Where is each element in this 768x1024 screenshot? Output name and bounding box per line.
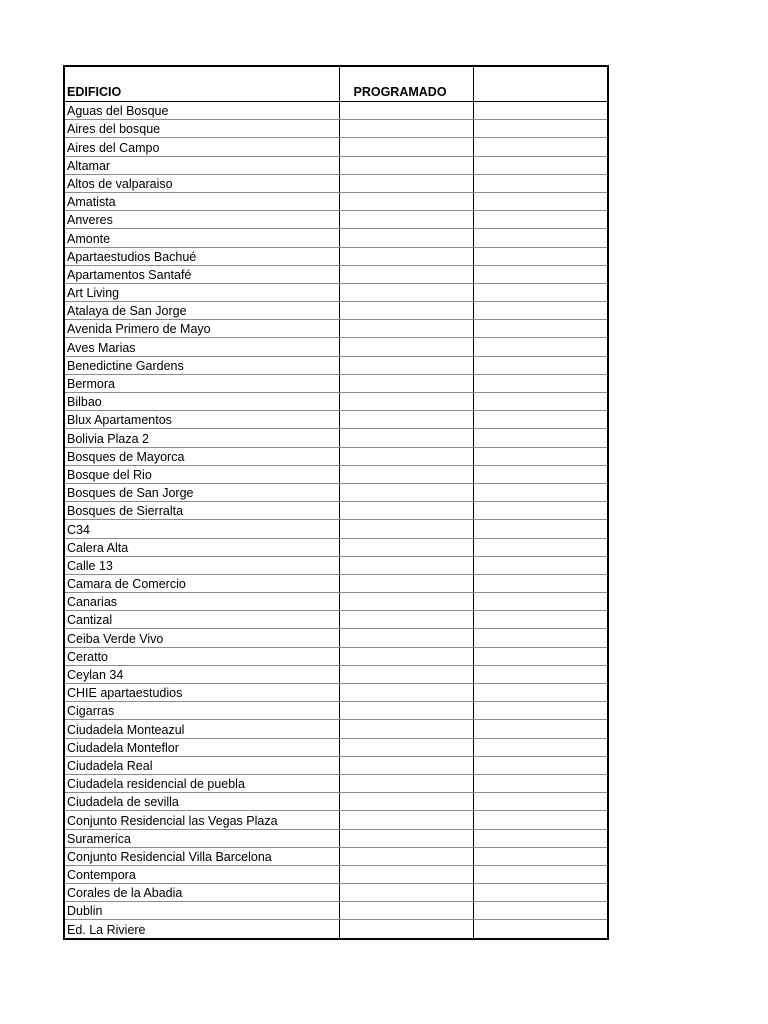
- building-name-cell[interactable]: Corales de la Abadia: [64, 884, 339, 902]
- table-row: [64, 156, 608, 174]
- table-row: [64, 574, 608, 592]
- extra-cell[interactable]: [473, 465, 608, 483]
- table-row: [64, 229, 608, 247]
- building-name-cell[interactable]: Apartamentos Santafé: [64, 265, 339, 283]
- extra-cell[interactable]: [473, 538, 608, 556]
- extra-cell[interactable]: [473, 829, 608, 847]
- table-body: [64, 102, 608, 939]
- building-name-cell[interactable]: Cantizal: [64, 611, 339, 629]
- building-name-cell[interactable]: Aves Marias: [64, 338, 339, 356]
- programado-cell[interactable]: [339, 502, 473, 520]
- programado-cell[interactable]: [339, 429, 473, 447]
- table-row: [64, 174, 608, 192]
- programado-cell[interactable]: [339, 865, 473, 883]
- building-name-cell[interactable]: Anveres: [64, 211, 339, 229]
- table-row: [64, 629, 608, 647]
- programado-cell[interactable]: [339, 211, 473, 229]
- extra-cell[interactable]: [473, 520, 608, 538]
- building-name-cell[interactable]: C34: [64, 520, 339, 538]
- programado-cell[interactable]: [339, 393, 473, 411]
- extra-cell[interactable]: [473, 920, 608, 939]
- extra-cell[interactable]: [473, 647, 608, 665]
- building-name-cell[interactable]: Amonte: [64, 229, 339, 247]
- extra-cell[interactable]: [473, 320, 608, 338]
- building-name-cell[interactable]: Blux Apartamentos: [64, 411, 339, 429]
- programado-cell[interactable]: [339, 793, 473, 811]
- programado-cell[interactable]: [339, 574, 473, 592]
- building-name-cell[interactable]: Camara de Comercio: [64, 574, 339, 592]
- programado-cell[interactable]: [339, 756, 473, 774]
- programado-cell[interactable]: [339, 411, 473, 429]
- programado-cell[interactable]: [339, 192, 473, 210]
- table-row: [64, 411, 608, 429]
- building-name-cell[interactable]: Ciudadela Monteflor: [64, 738, 339, 756]
- extra-cell[interactable]: [473, 156, 608, 174]
- table-row: [64, 393, 608, 411]
- building-name-cell[interactable]: Amatista: [64, 192, 339, 210]
- programado-cell[interactable]: [339, 884, 473, 902]
- programado-cell[interactable]: [339, 702, 473, 720]
- programado-cell[interactable]: [339, 356, 473, 374]
- table-row: [64, 320, 608, 338]
- building-name-cell[interactable]: Ceylan 34: [64, 665, 339, 683]
- extra-cell[interactable]: [473, 302, 608, 320]
- table-row: [64, 647, 608, 665]
- programado-cell[interactable]: [339, 102, 473, 120]
- building-name-cell[interactable]: Suramerica: [64, 829, 339, 847]
- table-row: [64, 192, 608, 210]
- header-empty: [473, 66, 608, 102]
- table-row: [64, 338, 608, 356]
- building-name-cell[interactable]: Canarias: [64, 593, 339, 611]
- building-name-cell[interactable]: Conjunto Residencial las Vegas Plaza: [64, 811, 339, 829]
- extra-cell[interactable]: [473, 211, 608, 229]
- building-name-cell[interactable]: Ed. La Riviere: [64, 920, 339, 939]
- programado-cell[interactable]: [339, 302, 473, 320]
- table-row: [64, 902, 608, 920]
- table-row: [64, 829, 608, 847]
- building-name-cell[interactable]: Bosques de Sierralta: [64, 502, 339, 520]
- building-name-cell[interactable]: Conjunto Residencial Villa Barcelona: [64, 847, 339, 865]
- extra-cell[interactable]: [473, 283, 608, 301]
- programado-cell[interactable]: [339, 338, 473, 356]
- extra-cell[interactable]: [473, 429, 608, 447]
- programado-cell[interactable]: [339, 320, 473, 338]
- programado-cell[interactable]: [339, 920, 473, 939]
- building-name-cell[interactable]: Bosques de Mayorca: [64, 447, 339, 465]
- table-row: [64, 811, 608, 829]
- table-row: [64, 502, 608, 520]
- table-row: [64, 702, 608, 720]
- programado-cell[interactable]: [339, 138, 473, 156]
- extra-cell[interactable]: [473, 811, 608, 829]
- extra-cell[interactable]: [473, 483, 608, 501]
- table-row: [64, 102, 608, 120]
- building-name-cell[interactable]: Ciudadela Monteazul: [64, 720, 339, 738]
- programado-cell[interactable]: [339, 483, 473, 501]
- programado-cell[interactable]: [339, 374, 473, 392]
- table-row: [64, 556, 608, 574]
- programado-cell[interactable]: [339, 447, 473, 465]
- table-row: [64, 665, 608, 683]
- extra-cell[interactable]: [473, 793, 608, 811]
- table-row: [64, 520, 608, 538]
- table-row: [64, 920, 608, 939]
- building-name-cell[interactable]: Bolivia Plaza 2: [64, 429, 339, 447]
- programado-cell[interactable]: [339, 665, 473, 683]
- building-name-cell[interactable]: Ciudadela Real: [64, 756, 339, 774]
- table-row: [64, 847, 608, 865]
- extra-cell[interactable]: [473, 338, 608, 356]
- extra-cell[interactable]: [473, 847, 608, 865]
- building-name-cell[interactable]: Aires del bosque: [64, 120, 339, 138]
- table-row: [64, 283, 608, 301]
- building-name-cell[interactable]: Apartaestudios Bachué: [64, 247, 339, 265]
- building-name-cell[interactable]: Bermora: [64, 374, 339, 392]
- programado-cell[interactable]: [339, 283, 473, 301]
- extra-cell[interactable]: [473, 229, 608, 247]
- extra-cell[interactable]: [473, 374, 608, 392]
- extra-cell[interactable]: [473, 120, 608, 138]
- programado-cell[interactable]: [339, 229, 473, 247]
- building-name-cell[interactable]: Dublin: [64, 902, 339, 920]
- programado-cell[interactable]: [339, 811, 473, 829]
- programado-cell[interactable]: [339, 847, 473, 865]
- building-name-cell[interactable]: Ceiba Verde Vivo: [64, 629, 339, 647]
- programado-cell[interactable]: [339, 829, 473, 847]
- programado-cell[interactable]: [339, 465, 473, 483]
- building-name-cell[interactable]: Ciudadela de sevilla: [64, 793, 339, 811]
- programado-cell[interactable]: [339, 902, 473, 920]
- table-row: [64, 302, 608, 320]
- extra-cell[interactable]: [473, 720, 608, 738]
- extra-cell[interactable]: [473, 865, 608, 883]
- table-row: [64, 774, 608, 792]
- header-row: [64, 66, 608, 102]
- extra-cell[interactable]: [473, 174, 608, 192]
- table-row: [64, 793, 608, 811]
- extra-cell[interactable]: [473, 902, 608, 920]
- extra-cell[interactable]: [473, 738, 608, 756]
- programado-cell[interactable]: [339, 520, 473, 538]
- building-name-cell[interactable]: Altos de valparaiso: [64, 174, 339, 192]
- extra-cell[interactable]: [473, 629, 608, 647]
- programado-cell[interactable]: [339, 174, 473, 192]
- table-row: [64, 374, 608, 392]
- building-name-cell[interactable]: Contempora: [64, 865, 339, 883]
- extra-cell[interactable]: [473, 593, 608, 611]
- programado-cell[interactable]: [339, 265, 473, 283]
- programado-cell[interactable]: [339, 538, 473, 556]
- table-row: [64, 611, 608, 629]
- building-name-cell[interactable]: Aires del Campo: [64, 138, 339, 156]
- extra-cell[interactable]: [473, 102, 608, 120]
- table-row: [64, 356, 608, 374]
- extra-cell[interactable]: [473, 884, 608, 902]
- extra-cell[interactable]: [473, 393, 608, 411]
- extra-cell[interactable]: [473, 665, 608, 683]
- programado-cell[interactable]: [339, 684, 473, 702]
- table-row: [64, 865, 608, 883]
- table-row: [64, 720, 608, 738]
- table-row: [64, 265, 608, 283]
- programado-cell[interactable]: [339, 720, 473, 738]
- programado-cell[interactable]: [339, 774, 473, 792]
- header-edificio: EDIFICIO: [64, 66, 339, 102]
- building-name-cell[interactable]: Benedictine Gardens: [64, 356, 339, 374]
- extra-cell[interactable]: [473, 756, 608, 774]
- table-row: [64, 738, 608, 756]
- table-row: [64, 756, 608, 774]
- table-row: [64, 483, 608, 501]
- programado-cell[interactable]: [339, 556, 473, 574]
- programado-cell[interactable]: [339, 156, 473, 174]
- extra-cell[interactable]: [473, 265, 608, 283]
- building-name-cell[interactable]: Ceratto: [64, 647, 339, 665]
- table-row: [64, 465, 608, 483]
- extra-cell[interactable]: [473, 356, 608, 374]
- extra-cell[interactable]: [473, 611, 608, 629]
- programado-cell[interactable]: [339, 247, 473, 265]
- table-row: [64, 211, 608, 229]
- table-row: [64, 447, 608, 465]
- extra-cell[interactable]: [473, 702, 608, 720]
- building-name-cell[interactable]: Calle 13: [64, 556, 339, 574]
- table-row: [64, 538, 608, 556]
- building-name-cell[interactable]: Altamar: [64, 156, 339, 174]
- programado-cell[interactable]: [339, 629, 473, 647]
- table-row: [64, 684, 608, 702]
- header-programado: PROGRAMADO: [339, 66, 473, 102]
- extra-cell[interactable]: [473, 774, 608, 792]
- extra-cell[interactable]: [473, 502, 608, 520]
- extra-cell[interactable]: [473, 192, 608, 210]
- building-name-cell[interactable]: Bosques de San Jorge: [64, 483, 339, 501]
- programado-cell[interactable]: [339, 593, 473, 611]
- building-name-cell[interactable]: Atalaya de San Jorge: [64, 302, 339, 320]
- programado-cell[interactable]: [339, 611, 473, 629]
- building-name-cell[interactable]: Bilbao: [64, 393, 339, 411]
- extra-cell[interactable]: [473, 556, 608, 574]
- extra-cell[interactable]: [473, 574, 608, 592]
- table-row: [64, 884, 608, 902]
- table-row: [64, 247, 608, 265]
- extra-cell[interactable]: [473, 684, 608, 702]
- building-name-cell[interactable]: Avenida Primero de Mayo: [64, 320, 339, 338]
- extra-cell[interactable]: [473, 138, 608, 156]
- building-name-cell[interactable]: Aguas del Bosque: [64, 102, 339, 120]
- building-name-cell[interactable]: Art Living: [64, 283, 339, 301]
- programado-cell[interactable]: [339, 738, 473, 756]
- programado-cell[interactable]: [339, 647, 473, 665]
- building-name-cell[interactable]: Ciudadela residencial de puebla: [64, 774, 339, 792]
- building-name-cell[interactable]: Bosque del Rio: [64, 465, 339, 483]
- table-row: [64, 593, 608, 611]
- extra-cell[interactable]: [473, 411, 608, 429]
- extra-cell[interactable]: [473, 247, 608, 265]
- table-row: [64, 138, 608, 156]
- extra-cell[interactable]: [473, 447, 608, 465]
- building-name-cell[interactable]: Cigarras: [64, 702, 339, 720]
- building-schedule-table: [63, 65, 609, 940]
- table-row: [64, 429, 608, 447]
- building-name-cell[interactable]: Calera Alta: [64, 538, 339, 556]
- table-row: [64, 120, 608, 138]
- building-name-cell[interactable]: CHIE apartaestudios: [64, 684, 339, 702]
- programado-cell[interactable]: [339, 120, 473, 138]
